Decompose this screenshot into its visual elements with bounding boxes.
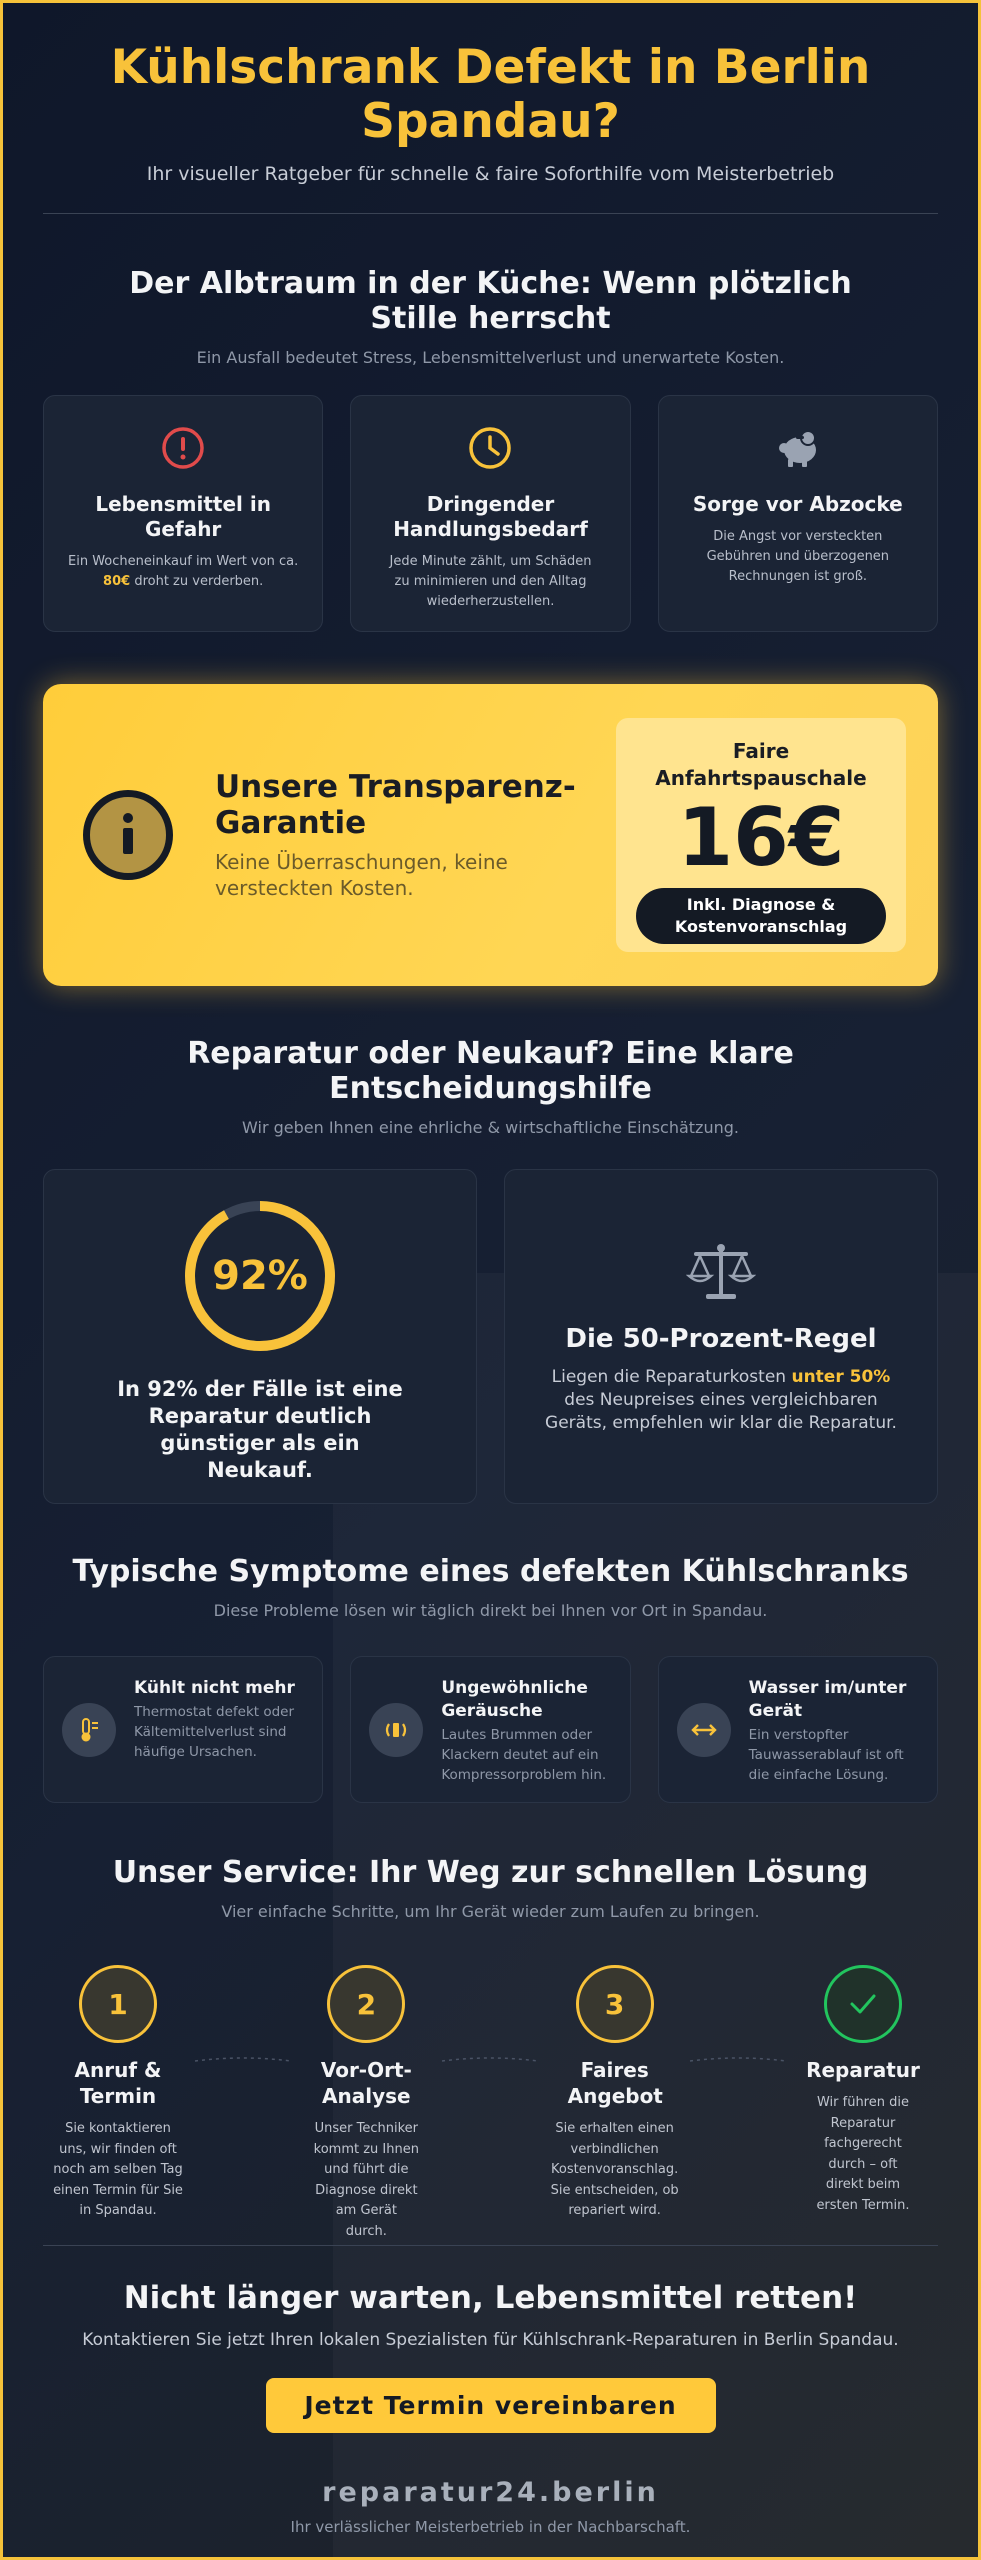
- brand-tagline: Ihr verlässlicher Meisterbetrieb in der Nachbarschaft.: [290, 2518, 691, 2536]
- price-label: Faire Anfahrtspauschale: [655, 739, 867, 790]
- transparency-guarantee-banner: [43, 684, 938, 986]
- page-subtitle: Ihr visueller Ratgeber für schnelle & faire Soforthilfe vom Meisterbetrieb: [146, 163, 835, 185]
- brand-name: reparatur24.berlin: [322, 2477, 659, 2508]
- decision-title: Reparatur oder Neukauf? Eine klare Entscheidungshilfe: [187, 1036, 794, 1106]
- problem-card-ripoff: [658, 395, 938, 632]
- scale-icon: [505, 1242, 937, 1302]
- fifty-percent-rule-card: [504, 1169, 938, 1504]
- symptom-text: Ein verstopfter Tauwasserablauf ist oft die einfache Lösung.: [748, 1727, 904, 1783]
- arrows-horizontal-icon: [677, 1703, 731, 1757]
- header-divider: [43, 213, 938, 214]
- footer-divider: [43, 2245, 938, 2246]
- price-value: 16€: [677, 791, 845, 884]
- step-text: Sie erhalten einen verbindlichen Kostenvoranschlag. Sie entscheiden, ob repariert wird.: [550, 2121, 679, 2218]
- rule-text-part: Liegen die Reparaturkosten: [551, 1367, 787, 1387]
- symptom-title: Wasser im/unter Gerät: [748, 1678, 907, 1721]
- rule-title: Die 50-Prozent-Regel: [565, 1324, 877, 1354]
- problem-card-text-part: Ein Wocheneinkauf im Wert von ca.: [68, 554, 299, 569]
- piggy-bank-icon: [679, 426, 917, 470]
- symptom-card-water: [658, 1656, 938, 1803]
- percent-ring: [182, 1198, 338, 1354]
- guarantee-text: [215, 769, 616, 901]
- decision-subtitle: Wir geben Ihnen eine ehrliche & wirtschaftliche Einschätzung.: [242, 1118, 739, 1137]
- problem-subtitle: Ein Ausfall bedeutet Stress, Lebensmittelverlust und unerwartete Kosten.: [196, 348, 785, 367]
- checkmark-icon: [824, 1965, 902, 2043]
- decision-section: [43, 1036, 938, 1504]
- step-title: Anruf & Termin: [74, 2058, 162, 2108]
- problem-title: Der Albtraum in der Küche: Wenn plötzlich Stille herrscht: [129, 266, 852, 336]
- problem-card-text: Die Angst vor versteckten Gebühren und überzogenen Rechnungen ist groß.: [706, 529, 890, 584]
- clock-icon: [371, 426, 609, 470]
- problem-card-title: Lebensmittel in Gefahr: [95, 492, 271, 541]
- info-icon: [83, 790, 173, 880]
- decision-cards: [43, 1169, 938, 1504]
- step-analysis: [291, 1965, 441, 2239]
- service-title: Unser Service: Ihr Weg zur schnellen Lösung: [112, 1855, 869, 1890]
- price-box: [616, 718, 906, 952]
- step-number: 2: [327, 1965, 405, 2043]
- step-repair: [788, 1965, 938, 2225]
- problem-card-urgency: [350, 395, 630, 632]
- step-number: 3: [576, 1965, 654, 2043]
- step-connector: [193, 2055, 293, 2065]
- symptom-text: Lautes Brummen oder Klackern deutet auf ein Kompressorproblem hin.: [441, 1727, 607, 1783]
- vibration-icon: [369, 1703, 423, 1757]
- cta-title: Nicht länger warten, Lebensmittel retten!: [123, 2280, 858, 2316]
- service-subtitle: Vier einfache Schritte, um Ihr Gerät wieder zum Laufen zu bringen.: [221, 1902, 760, 1921]
- step-connector: [688, 2055, 788, 2065]
- exclamation-circle-icon: [64, 426, 302, 470]
- problem-section: [43, 266, 938, 632]
- symptom-title: Ungewöhnliche Geräusche: [441, 1678, 588, 1721]
- food-value-highlight: 80€: [103, 574, 131, 589]
- symptom-title: Kühlt nicht mehr: [134, 1678, 295, 1698]
- service-steps: [43, 1965, 938, 2239]
- rule-text: [505, 1366, 937, 1435]
- problem-card-text: [64, 552, 302, 592]
- service-section: [43, 1855, 938, 2239]
- symptoms-section: [43, 1554, 938, 1803]
- symptom-card-cooling: [43, 1656, 323, 1803]
- thermometer-icon: [62, 1703, 116, 1757]
- symptom-card-noise: [350, 1656, 630, 1803]
- problem-card-title: Sorge vor Abzocke: [692, 492, 903, 516]
- problem-card-food: [43, 395, 323, 632]
- step-title: Vor-Ort-Analyse: [320, 2058, 412, 2108]
- symptom-cards: [43, 1656, 938, 1803]
- problem-card-text-part: droht zu verderben.: [134, 574, 264, 589]
- repair-stat-text: In 92% der Fälle ist eine Reparatur deutlich günstiger als ein Neukauf.: [117, 1377, 403, 1482]
- symptoms-subtitle: Diese Probleme lösen wir täglich direkt bei Ihnen vor Ort in Spandau.: [213, 1601, 768, 1620]
- cta-section: [43, 2280, 938, 2536]
- step-title: Faires Angebot: [567, 2058, 663, 2108]
- step-offer: [540, 1965, 690, 2225]
- step-title: Reparatur: [806, 2058, 920, 2082]
- step-connector: [440, 2055, 540, 2065]
- symptoms-title: Typische Symptome eines defekten Kühlschranks: [72, 1554, 909, 1589]
- problem-card-title: Dringender Handlungsbedarf: [393, 492, 588, 541]
- rule-text-part: des Neupreises eines vergleichbaren Geräts, empfehlen wir klar die Reparatur.: [545, 1390, 897, 1433]
- percent-value: 92%: [212, 1253, 308, 1299]
- page-title: Kühlschrank Defekt in Berlin Spandau?: [110, 40, 871, 149]
- step-text: Sie kontaktieren uns, wir finden oft noch am selben Tag einen Termin für Sie in Spandau.: [53, 2121, 183, 2218]
- step-number: 1: [79, 1965, 157, 2043]
- step-text: Wir führen die Reparatur fachgerecht durch – oft direkt beim ersten Termin.: [816, 2095, 910, 2213]
- repair-stat-card: [43, 1169, 477, 1504]
- step-text: Unser Techniker kommt zu Ihnen und führt die Diagnose direkt am Gerät durch.: [313, 2121, 419, 2239]
- rule-highlight: unter 50%: [791, 1367, 891, 1387]
- book-appointment-button[interactable]: Jetzt Termin vereinbaren: [266, 2378, 716, 2433]
- guarantee-title: Unsere Transparenz-Garantie: [215, 769, 576, 841]
- symptom-text: Thermostat defekt oder Kältemittelverlust sind häufige Ursachen.: [134, 1704, 295, 1760]
- problem-card-text: Jede Minute zählt, um Schäden zu minimieren und den Alltag wiederherzustellen.: [389, 554, 592, 609]
- problem-cards: [43, 395, 938, 632]
- guarantee-subtitle: Keine Überraschungen, keine versteckten Kosten.: [215, 850, 508, 900]
- price-note-badge: Inkl. Diagnose & Kostenvoranschlag: [636, 888, 886, 944]
- step-call: [43, 1965, 193, 2225]
- cta-subtitle: Kontaktieren Sie jetzt Ihren lokalen Spezialisten für Kühlschrank-Reparaturen in Berlin Spandau.: [82, 2330, 899, 2350]
